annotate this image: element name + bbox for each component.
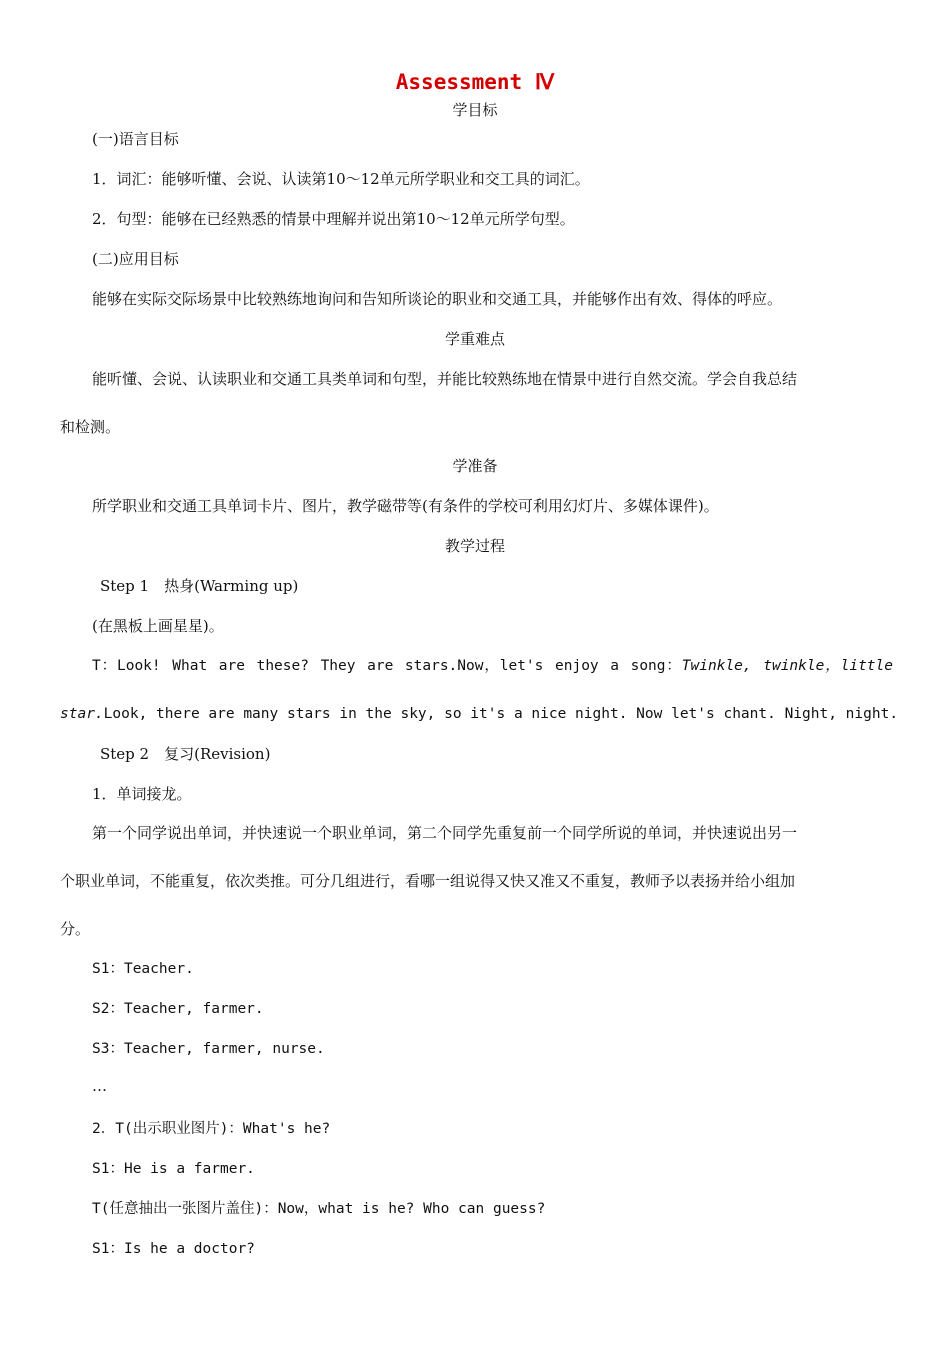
dialogue-s1-teacher: S1：Teacher. <box>92 961 194 977</box>
dialogue-s3-teacher-farmer-nurse: S3：Teacher, farmer, nurse. <box>92 1041 325 1057</box>
language-goal-2: 2．句型：能够在已经熟悉的情景中理解并说出第10～12单元所学句型。 <box>92 210 575 228</box>
revision-desc-line-1: 第一个同学说出单词，并快速说一个职业单词，第二个同学先重复前一个同学所说的单词，并快速说出另一 <box>92 824 798 842</box>
revision-item-2: 2．T(出示职业图片)：What's he? <box>92 1121 331 1137</box>
song-title-part-1: Twinkle, twinkle，little <box>681 658 893 674</box>
step-1-note: (在黑板上画星星)。 <box>92 617 224 635</box>
dialogue-s1-doctor: S1：Is he a doctor? <box>92 1241 255 1257</box>
keypoints-line-2: 和检测。 <box>60 418 121 436</box>
section-heading-goals: 学目标 <box>452 101 498 119</box>
section-heading-process: 教学过程 <box>444 537 505 555</box>
application-goal-heading: (二)应用目标 <box>92 250 179 268</box>
dialogue-teacher-guess: T(任意抽出一张图片盖住)：Now，what is he? Who can guess? <box>92 1201 546 1217</box>
revision-item-1: 1．单词接龙。 <box>92 785 192 803</box>
teacher-line-1-text: T：Look! What are these? They are stars.Now，let's enjoy a song： <box>92 658 682 674</box>
teacher-line-1 <box>92 656 893 676</box>
dialogue-s1-farmer: S1：He is a farmer. <box>92 1161 255 1177</box>
song-title-part-2: star. <box>60 706 104 722</box>
revision-desc-line-2: 个职业单词，不能重复，依次类推。可分几组进行，看哪一组说得又快又准又不重复，教师予以表扬并给小组加 <box>60 872 796 890</box>
dialogue-ellipsis: … <box>92 1077 107 1095</box>
teacher-line-2 <box>60 704 910 724</box>
language-goal-heading: (一)语言目标 <box>92 130 179 148</box>
section-heading-preparation: 学准备 <box>452 457 498 475</box>
step-1-heading: Step 1 热身(Warming up) <box>100 577 299 595</box>
language-goal-1: 1．词汇：能够听懂、会说、认读第10～12单元所学职业和交工具的词汇。 <box>92 170 590 188</box>
keypoints-line-1: 能听懂、会说、认读职业和交通工具类单词和句型，并能比较熟练地在情景中进行自然交流。学会自我总结 <box>92 370 798 388</box>
teacher-line-2-text: Look, there are many stars in the sky, so it's a nice night. Now let's chant. Night, night. <box>103 706 899 722</box>
step-2-heading: Step 2 复习(Revision) <box>100 745 271 763</box>
dialogue-s2-teacher-farmer: S2：Teacher, farmer. <box>92 1001 264 1017</box>
revision-desc-line-3: 分。 <box>60 920 91 938</box>
section-heading-keypoints: 学重难点 <box>444 330 505 348</box>
preparation-text: 所学职业和交通工具单词卡片、图片，教学磁带等(有条件的学校可利用幻灯片、多媒体课件)。 <box>92 497 719 515</box>
application-goal-text: 能够在实际交际场景中比较熟练地询问和告知所谈论的职业和交通工具，并能够作出有效、得体的呼应。 <box>92 290 783 308</box>
document-title: Assessment Ⅳ <box>395 70 555 94</box>
